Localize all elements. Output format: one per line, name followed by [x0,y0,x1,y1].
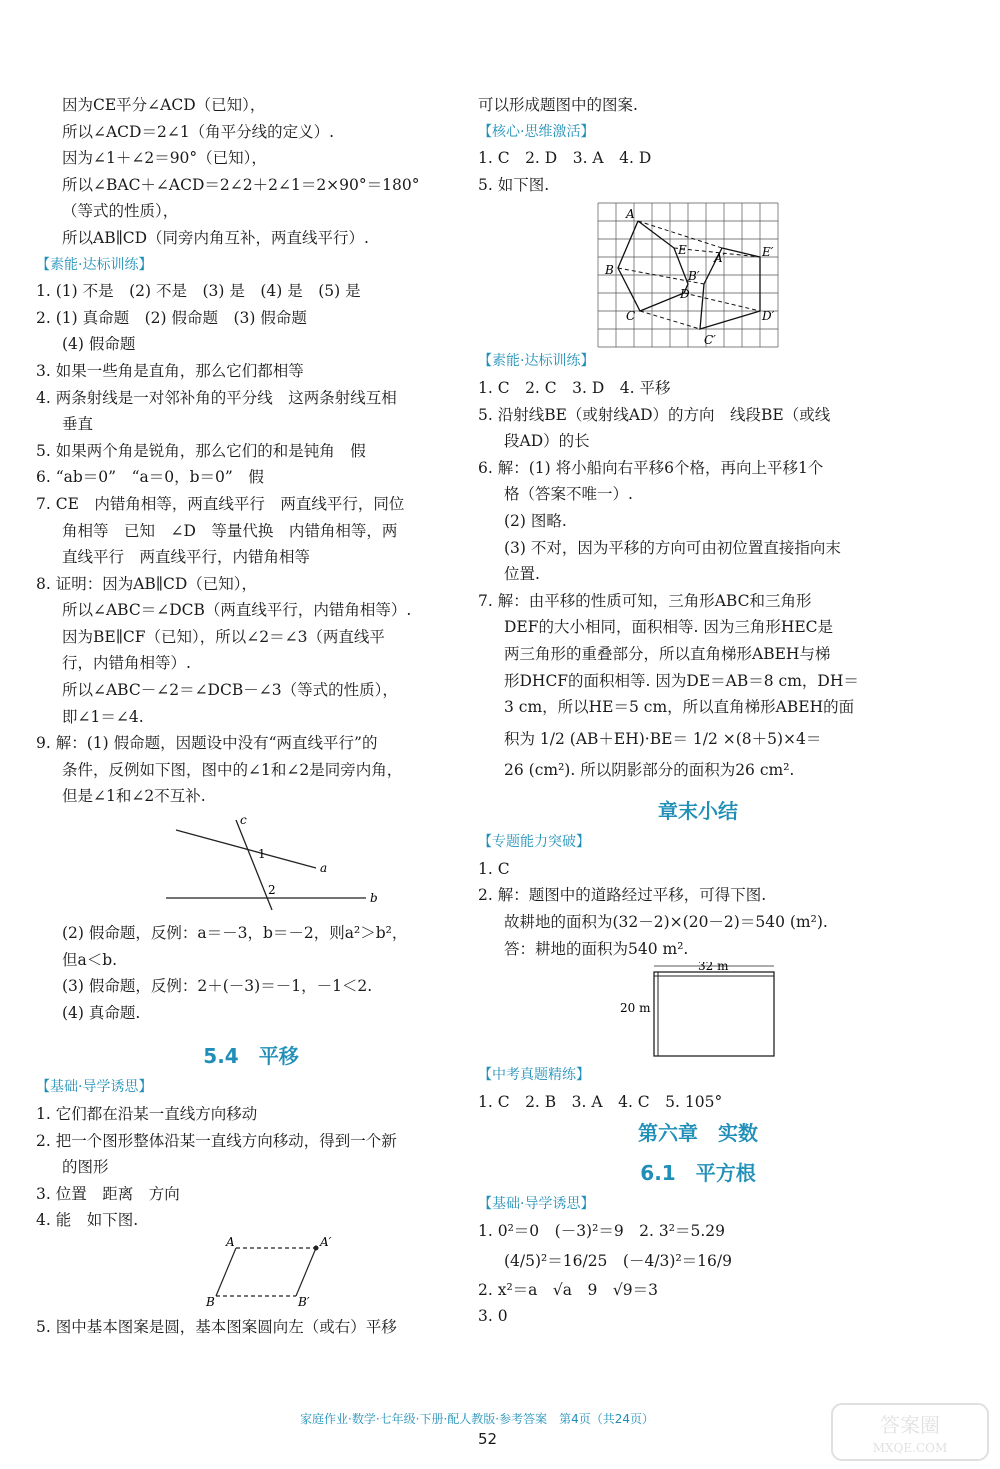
answer-line: (3) 不对，因为平移的方向可由初位置直接指向末 [504,538,841,557]
answer-line: 两三角形的重叠部分，所以直角梯形ABEH与梯 [504,644,831,663]
grid-label-E: E [678,243,687,258]
parallelogram-diagram [36,1234,466,1314]
answer-line: 位置. [504,565,540,584]
answer-line: (4/5)²＝16/25 (－4/3)²＝16/9 [504,1251,732,1270]
answer-line: 但a＜b. [62,950,118,969]
grid-label-A-prime: A′ [714,251,726,266]
answer-line: 1. C [478,859,510,878]
answer-line: 积为 1/2 (AB＋EH)·BE＝ 1/2 ×(8＋5)×4＝ [504,729,822,748]
answer-line: 5. 如下图. [478,175,550,194]
answer-line: 5. 图中基本图案是圆，基本图案圆向左（或右）平移 [36,1317,397,1336]
answer-line: 3. 0 [478,1307,508,1326]
text-line: 因为CE平分∠ACD（已知）， [62,96,266,114]
grid-label-B-prime: B′ [688,269,700,284]
grid-label-B: B [605,263,614,278]
page-number: 52 [478,1430,498,1448]
chapter-heading: 第六章 实数 [638,1121,758,1146]
answer-line: 格（答案不唯一）. [504,485,633,504]
section-label: 【基础·导学诱思】 [478,1196,595,1213]
section-label: 【素能·达标训练】 [36,256,153,273]
answer-line: 2. 解：题图中的道路经过平移，可得下图. [478,886,767,905]
label-b: b [370,891,378,906]
text-line: （等式的性质）， [62,202,179,221]
answer-line: 形DHCF的面积相等. 因为DE＝AB＝8 cm，DH＝ [504,671,859,690]
text-line: 所以∠BAC＋∠ACD＝2∠2＋2∠1＝2×90°＝180° [62,175,420,194]
label-B: B [206,1294,215,1309]
grid-label-C-prime: C′ [704,333,716,348]
answer-line: 2. x²＝a √a 9 √9＝3 [478,1280,658,1299]
answer-line: 直线平行 两直线平行，内错角相等 [62,548,311,567]
grid-label-C: C [626,309,636,324]
grid-label-E-prime: E′ [762,245,774,260]
text-line: 因为∠1＋∠2＝90°（已知）， [62,149,267,168]
section-label: 【素能·达标训练】 [478,353,595,370]
label-A-prime: A′ [320,1234,332,1249]
rect-height-label: 20 m [620,1001,651,1016]
answer-line: 7. 解：由平移的性质可知，三角形ABC和三角形 [478,591,812,610]
answer-line: (2) 图略. [504,511,567,530]
answer-line: 2. 把一个图形整体沿某一直线方向移动，得到一个新 [36,1131,397,1150]
section-label: 【中考真题精练】 [478,1067,590,1084]
answer-line: (3) 假命题，反例：2＋(－3)＝－1，－1＜2. [62,977,373,996]
label-a: a [320,861,328,876]
text-line: 所以∠ACD＝2∠1（角平分线的定义）. [62,122,335,141]
page-footer: 家庭作业·数学·七年级·下册·配人教版·参考答案 第4页（共24页） [300,1412,654,1426]
figure-parallelogram [36,1234,466,1314]
answer-line: 3. 如果一些角是直角，那么它们都相等 [36,361,304,380]
answer-line: 1. C 2. C 3. D 4. 平移 [478,378,671,397]
angle-2: 2 [268,883,276,898]
grid-label-A: A [626,207,635,222]
answer-line: 行，内错角相等）. [62,654,191,673]
rect-width-label: 32 m [698,962,729,974]
answer-line: 3 cm，所以HE＝5 cm，所以直角梯形ABEH的面 [504,698,855,717]
answer-line: 4. 两条射线是一对邻补角的平分线 这两条射线互相 [36,388,397,407]
section-heading: 章末小结 [658,799,738,824]
answer-line: 垂直 [62,415,94,434]
svg-text:MXQE.COM: MXQE.COM [872,1441,948,1455]
figure-intersecting-lines [36,810,466,920]
answer-line: (2) 假命题，反例：a＝－3，b＝－2，则a²＞b²， [62,924,408,943]
figure-field-rectangle [478,962,918,1062]
answer-line: 9. 解：(1) 假命题，因题设中没有“两直线平行”的 [36,734,378,753]
grid-label-D-prime: D′ [762,309,775,324]
answer-line: 1. C 2. D 3. A 4. D [478,149,652,168]
label-c: c [240,813,247,828]
section-heading: 6.1 平方根 [640,1161,756,1186]
section-heading: 5.4 平移 [203,1044,299,1069]
text-line: 可以形成题图中的图案. [478,96,638,114]
answer-line: 6. 解：(1) 将小船向右平移6个格，再向上平移1个 [478,458,824,477]
grid-label-D: D [680,287,690,302]
answer-line: 条件，反例如下图，图中的∠1和∠2是同旁内角， [62,760,403,779]
label-B-prime: B′ [298,1294,310,1309]
answer-line: 7. CE 内错角相等，两直线平行 两直线平行，同位 [36,494,405,513]
answer-line: 8. 证明：因为AB∥CD（已知）， [36,574,257,593]
rectangle-diagram [478,962,918,1062]
answer-line: 4. 能 如下图. [36,1211,139,1230]
answer-line: 因为BE∥CF（已知），所以∠2＝∠3（两直线平 [62,627,385,646]
lines-diagram [36,810,466,920]
answer-line: 1. (1) 不是 (2) 不是 (3) 是 (4) 是 (5) 是 [36,282,361,301]
answer-line: 3. 位置 距离 方向 [36,1184,180,1203]
answer-line: 的图形 [62,1158,109,1177]
answer-line: 6. “ab＝0” “a＝0，b＝0” 假 [36,468,264,487]
answer-line: (4) 真命题. [62,1003,141,1022]
answer-line: 26 (cm²). 所以阴影部分的面积为26 cm². [504,760,795,779]
section-label: 【核心·思维激活】 [478,123,595,140]
answer-line: 所以∠ABC－∠2＝∠DCB－∠3（等式的性质）， [62,681,398,700]
figure-grid-translation [478,198,918,348]
answer-line: 答：耕地的面积为540 m². [504,939,689,958]
answer-line: 2. (1) 真命题 (2) 假命题 (3) 假命题 [36,308,307,327]
section-label: 【专题能力突破】 [478,834,590,851]
answer-line: 故耕地的面积为(32－2)×(20－2)＝540 (m²). [504,913,828,932]
answer-line: 所以∠ABC＝∠DCB（两直线平行，内错角相等）. [62,601,412,620]
answer-line: 角相等 已知 ∠D 等量代换 内错角相等，两 [62,521,398,540]
answer-line: (4) 假命题 [62,335,136,354]
watermark-text: 答案圈 [880,1413,940,1437]
angle-1: 1 [258,847,266,862]
answer-line: 5. 沿射线BE（或射线AD）的方向 线段BE（或线 [478,405,831,424]
answer-line: DEF的大小相同，面积相等. 因为三角形HEC是 [504,618,834,637]
right-column [478,92,918,1330]
answer-line: 5. 如果两个角是锐角，那么它们的和是钝角 假 [36,441,366,460]
left-column [36,92,466,1341]
answer-line: 但是∠1和∠2不互补. [62,787,206,806]
answer-line: 1. 0²＝0 (－3)²＝9 2. 3²＝5.29 [478,1222,725,1241]
grid-diagram [478,198,918,348]
section-label: 【基础·导学诱思】 [36,1079,153,1096]
answer-line: 1. 它们都在沿某一直线方向移动 [36,1105,258,1123]
answer-line: 即∠1＝∠4. [62,707,144,726]
answer-line: 段AD）的长 [504,432,590,451]
label-A: A [226,1234,235,1249]
answer-line: 1. C 2. B 3. A 4. C 5. 105° [478,1092,723,1111]
text-line: 所以AB∥CD（同旁内角互补，两直线平行）. [62,228,369,247]
watermark-logo [830,1402,990,1462]
